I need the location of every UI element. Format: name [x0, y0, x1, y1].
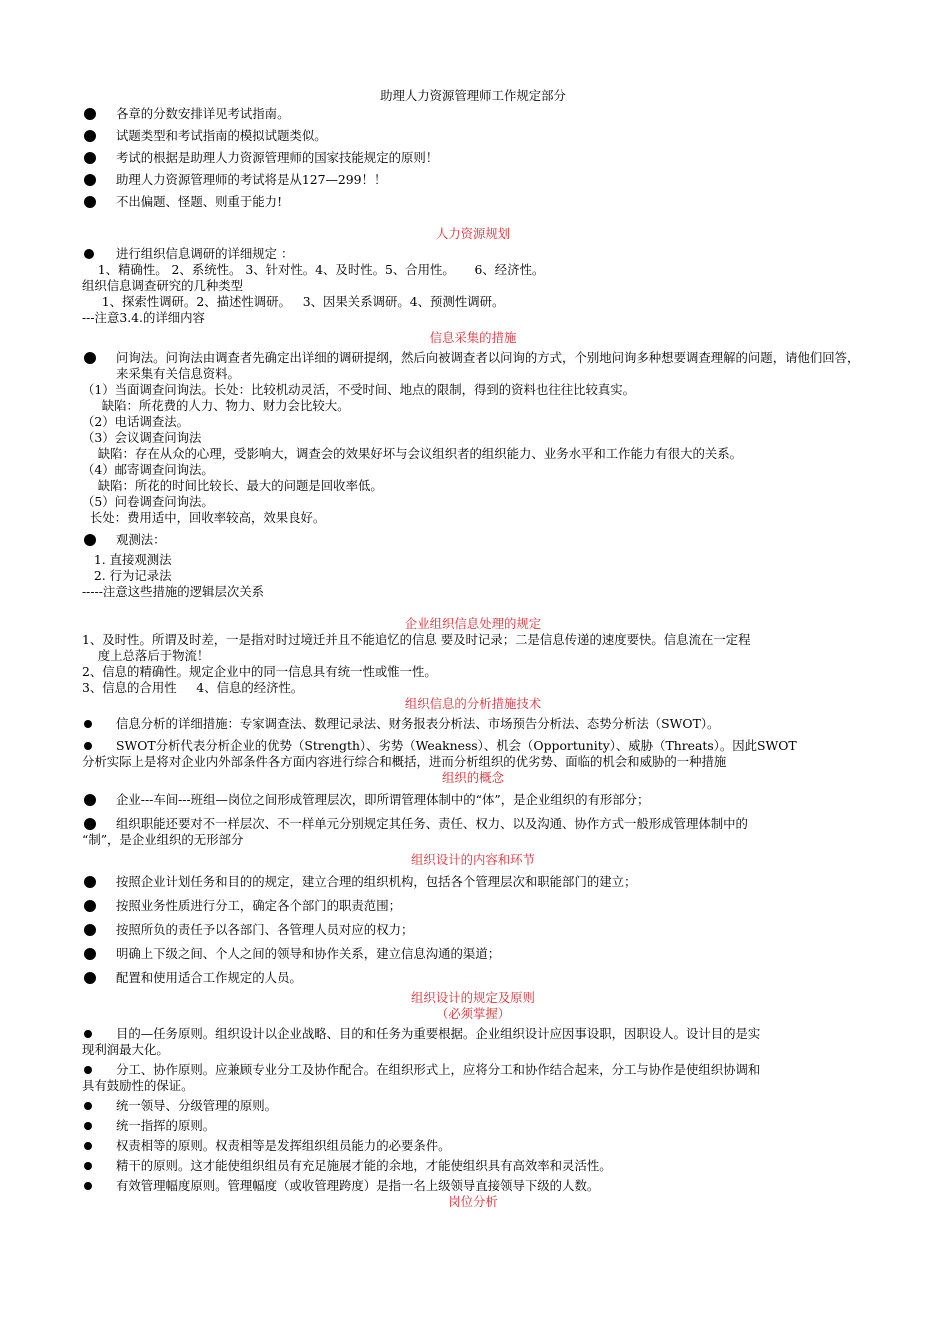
- section-heading-info-processing: 企业组织信息处理的规定: [404, 616, 542, 631]
- section-heading-design-principles: 组织设计的规定及原则: [411, 990, 535, 1005]
- document-title: 助理人力资源管理师工作规定部分: [380, 88, 566, 103]
- text-line: 度上总落后于物流！: [82, 648, 210, 663]
- section-subheading-must-master: （必须掌握）: [435, 1006, 511, 1021]
- text-line: （5）问卷调查问询法。: [82, 494, 214, 509]
- text-line: 1. 直接观测法: [82, 552, 172, 567]
- text-line: 长处：费用适中，回收率较高，效果良好。: [82, 510, 326, 525]
- list-item: 有效管理幅度原则。管理幅度（或收管理跨度）是指一名上级领导直接领导下级的人数。: [82, 1178, 864, 1194]
- list-item: 信息分析的详细措施：专家调查法、数理记录法、财务报表分析法、市场预告分析法、态势分析法（SWOT）。: [82, 716, 864, 732]
- list-item: 统一指挥的原则。: [82, 1118, 864, 1134]
- bullet-icon: [84, 1030, 92, 1038]
- list-item: 企业---车间---班组—岗位之间形成管理层次，即所谓管理体制中的“体”，是企业组织的有形部分；: [82, 792, 864, 808]
- list-item: 精干的原则。这才能使组织组员有充足施展才能的余地，才能使组织具有高效率和灵活性。: [82, 1158, 864, 1174]
- bullet-icon: [84, 1142, 92, 1150]
- text-line: 缺陷：所花的时间比较长、最大的问题是回收率低。: [82, 478, 383, 493]
- text-line: （1）当面调查问询法。长处：比较机动灵活，不受时间、地点的限制，得到的资料也往往比较真实。: [82, 382, 636, 397]
- list-item: 分工、协作原则。应兼顾专业分工及协作配合。在组织形式上，应将分工和协作结合起来，分工与协作是使组织协调和: [82, 1062, 864, 1078]
- bullet-icon: [84, 876, 96, 888]
- text-line: 2、信息的精确性。规定企业中的同一信息具有统一性或惟一性。: [82, 664, 437, 679]
- bullet-icon: [84, 900, 96, 912]
- list-item: 明确上下级之间、个人之间的领导和协作关系，建立信息沟通的渠道；: [82, 946, 864, 962]
- text-line: 缺陷：所花费的人力、物力、财力会比较大。: [82, 398, 350, 413]
- bullet-icon: [84, 794, 96, 806]
- bullet-icon: [84, 249, 94, 259]
- text-line: 1、精确性。 2、系统性。 3、针对性。4、及时性。5、合用性。 6、经济性。: [82, 262, 545, 277]
- text-line: “制”，是企业组织的无形部分: [82, 832, 244, 847]
- text-line: 组织信息调查研究的几种类型: [82, 278, 244, 293]
- bullet-icon: [84, 130, 96, 142]
- section-heading-org-design: 组织设计的内容和环节: [411, 852, 535, 867]
- section-heading-hr-planning: 人力资源规划: [435, 226, 511, 241]
- bullet-icon: [84, 534, 96, 546]
- section-heading-job-analysis: 岗位分析: [448, 1194, 498, 1209]
- bullet-icon: [84, 1122, 92, 1130]
- bullet-icon: [84, 948, 96, 960]
- intro-bullet: 不出偏题、怪题、则重于能力!: [82, 194, 864, 210]
- list-item: 权责相等的原则。权责相等是发挥组织组员能力的必要条件。: [82, 1138, 864, 1154]
- list-item: 统一领导、分级管理的原则。: [82, 1098, 864, 1114]
- list-item: SWOT分析代表分析企业的优势（Strength）、劣势（Weakness）、机会（Opportunity）、威胁（Threats）。因此SWOT: [82, 738, 864, 754]
- list-item: 按照企业计划任务和目的的规定，建立合理的组织机构，包括各个管理层次和职能部门的建立；: [82, 874, 864, 890]
- text-line: ---注意3.4.的详细内容: [82, 310, 205, 325]
- bullet-icon: [84, 152, 96, 164]
- text-line: 2. 行为记录法: [82, 568, 172, 583]
- bullet-icon: [84, 1182, 92, 1190]
- bullet-icon: [84, 174, 96, 186]
- bullet-icon: [84, 352, 96, 364]
- text-line: （2）电话调查法。: [82, 414, 190, 429]
- list-item: 配置和使用适合工作规定的人员。: [82, 970, 864, 986]
- text-line: （3）会议调查问询法: [82, 430, 202, 445]
- list-item: 观测法：: [82, 532, 864, 548]
- list-item: 组织职能还要对不一样层次、不一样单元分别规定其任务、责任、权力、以及沟通、协作方式一般形成管理体制中的: [82, 816, 864, 832]
- intro-bullet: 考试的根据是助理人力资源管理师的国家技能规定的原则！: [82, 150, 864, 166]
- list-item: 按照所负的责任予以各部门、各管理人员对应的权力；: [82, 922, 864, 938]
- section-heading-analysis-techniques: 组织信息的分析措施技术: [404, 696, 542, 711]
- list-item: 目的—任务原则。组织设计以企业战略、目的和任务为重要根据。企业组织设计应因事设职，因职设人。设计目的是实: [82, 1026, 864, 1042]
- bullet-icon: [84, 720, 92, 728]
- section-heading-info-collection: 信息采集的措施: [429, 330, 517, 345]
- bullet-icon: [84, 1066, 92, 1074]
- text-line: -----注意这些措施的逻辑层次关系: [82, 584, 265, 599]
- intro-bullet: 各章的分数安排详见考试指南。: [82, 106, 864, 122]
- list-item: 进行组织信息调研的详细规定 ：: [82, 246, 864, 262]
- list-item: 按照业务性质进行分工，确定各个部门的职责范围；: [82, 898, 864, 914]
- text-line: 3、信息的合用性 4、信息的经济性。: [82, 680, 304, 695]
- intro-bullet: 试题类型和考试指南的模拟试题类似。: [82, 128, 864, 144]
- bullet-icon: [84, 972, 96, 984]
- section-heading-org-concept: 组织的概念: [442, 770, 504, 785]
- bullet-icon: [84, 108, 96, 120]
- bullet-icon: [84, 818, 96, 830]
- text-line: 1、探索性调研。2、描述性调研。 3、因果关系调研。4、预测性调研。: [82, 294, 505, 309]
- text-line: 缺陷：存在从众的心理，受影响大，调查会的效果好坏与会议组织者的组织能力、业务水平和工作能力有很大的关系。: [82, 446, 743, 461]
- intro-bullet: 助理人力资源管理师的考试将是从127—299！！: [82, 172, 864, 188]
- bullet-icon: [84, 1162, 92, 1170]
- document-page: [82, 88, 864, 1210]
- bullet-icon: [84, 196, 96, 208]
- text-line: 现利润最大化。: [82, 1042, 169, 1057]
- bullet-icon: [84, 924, 96, 936]
- text-line: 具有鼓励性的保证。: [82, 1078, 194, 1093]
- intro-list: [82, 106, 864, 210]
- bullet-icon: [84, 1102, 92, 1110]
- text-line: 分析实际上是将对企业内外部条件各方面内容进行综合和概括，进而分析组织的优劣势、面临的机会和威胁的一种措施: [82, 754, 727, 769]
- list-item: 问询法。问询法由调查者先确定出详细的调研提纲，然后向被调查者以问询的方式，个别地问询多种想要调查理解的问题，请他们回答，来采集有关信息资料。: [82, 350, 864, 382]
- text-line: （4）邮寄调查问询法。: [82, 462, 214, 477]
- text-line: 1、及时性。所谓及时差，一是指对时过境迁并且不能追忆的信息 要及时记录；二是信息传递的速度要快。信息流在一定程: [82, 632, 751, 647]
- bullet-icon: [84, 742, 92, 750]
